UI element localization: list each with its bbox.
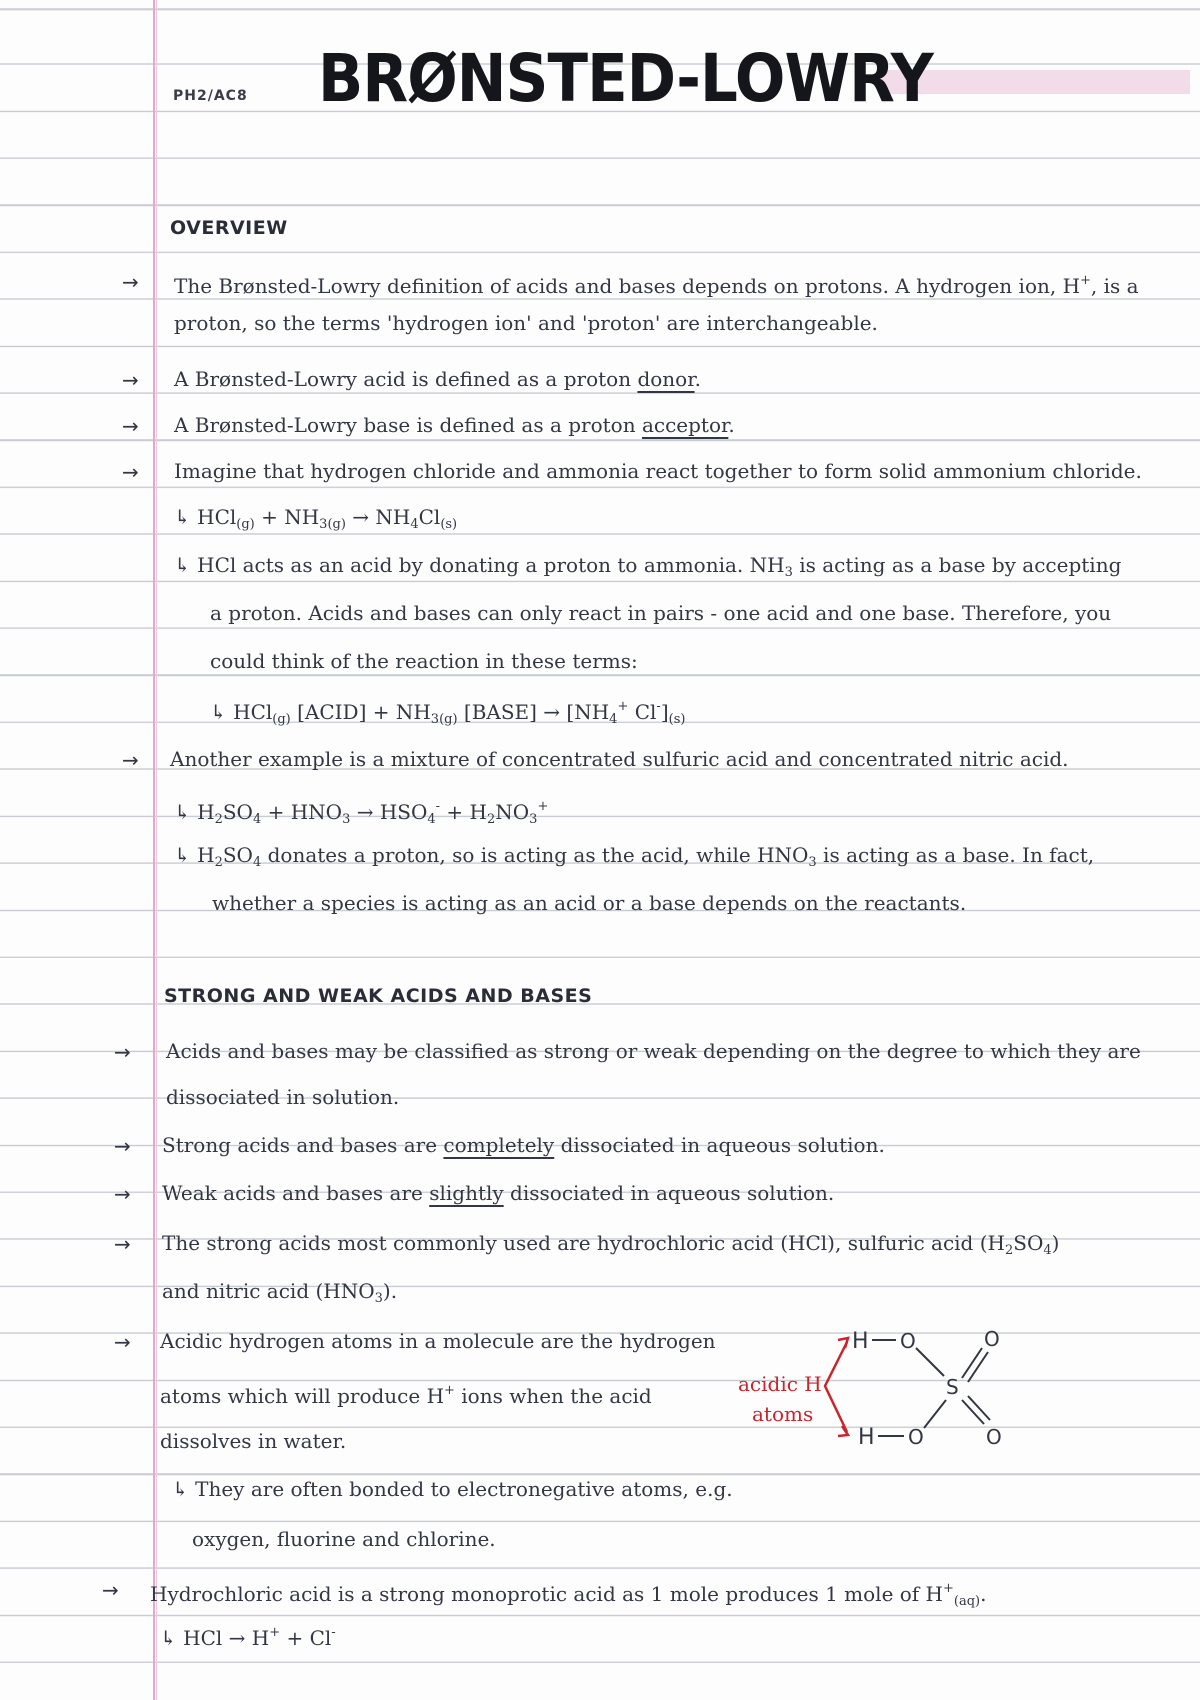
page-code: PH2/AC8 <box>173 88 248 104</box>
atom-o-double-top: O <box>984 1327 1000 1351</box>
sw-line-12: Hydrochloric acid is a strong monoprotic acid as 1 mole produces 1 mole of $H^+_{(aq)}$. <box>150 1581 987 1609</box>
acidic-h-arrows <box>825 1342 847 1432</box>
sw-line-6: and nitric acid $(HNO_3)$. <box>162 1279 398 1306</box>
sw-line-7: Acidic hydrogen atoms in a molecule are the hydrogen <box>160 1329 716 1353</box>
sub-arrow-icon: ↳ <box>174 505 191 529</box>
arrowhead-icon <box>838 1426 848 1436</box>
atoms-label: atoms <box>752 1402 814 1426</box>
arrow-icon: → <box>122 414 139 438</box>
arrow-icon: → <box>122 460 139 484</box>
equation-3: ↳ $H_2SO_4 + HNO_3 \to HSO_4^- + H_2NO_3^+$ <box>174 799 549 827</box>
sw-line-1: Acids and bases may be classified as strong or weak depending on the degree to which they are <box>166 1039 1141 1063</box>
sub-arrow-icon: ↳ <box>172 1477 189 1501</box>
arrow-icon: → <box>114 1182 131 1206</box>
atom-o-bottom: O <box>908 1425 924 1449</box>
page-title: BRØNSTED-LOWRY <box>318 40 933 117</box>
overview-line-1: The Brønsted-Lowry definition of acids and bases depends on protons. A hydrogen ion, H+, is a <box>174 273 1139 298</box>
arrow-icon: → <box>122 748 139 772</box>
sub-arrow-icon: ↳ <box>174 553 191 577</box>
atom-s: S <box>946 1375 959 1399</box>
overview-line-3: A Brønsted-Lowry acid is defined as a proton donor. <box>174 367 701 391</box>
overview-line-4: A Brønsted-Lowry base is defined as a proton acceptor. <box>174 413 735 437</box>
sub-arrow-icon: ↳ <box>210 700 227 724</box>
sw-line-5: The strong acids most commonly used are hydrochloric acid (HCl), sulfuric acid $(H_2SO_4)$ <box>162 1231 1060 1258</box>
arrow-icon: → <box>122 270 139 294</box>
margin-line <box>153 0 155 1700</box>
sw-line-10: ↳ They are often bonded to electronegative atoms, e.g. <box>172 1477 733 1501</box>
atom-o-double-bottom: O <box>986 1425 1002 1449</box>
overview-line-6: ↳ HCl acts as an acid by donating a proton to ammonia. $NH_3$ is acting as a base by accepting <box>174 553 1122 580</box>
sw-line-4: Weak acids and bases are slightly dissociated in aqueous solution. <box>162 1181 835 1205</box>
arrow-icon: → <box>114 1134 131 1158</box>
overview-line-8: could think of the reaction in these terms: <box>210 649 638 673</box>
equation-2: ↳ HCl$_{(g)}$ [ACID] + $NH_{3(g)}$ [BASE] → [$NH_4^+$ $Cl^-]_{(s)}$ <box>210 699 686 727</box>
sw-line-8: atoms which will produce H+ ions when the acid <box>160 1383 652 1408</box>
atom-o-top: O <box>900 1329 916 1353</box>
sub-arrow-icon: ↳ <box>160 1626 177 1650</box>
sulfuric-acid-structure <box>730 1320 1100 1470</box>
arrow-icon: → <box>114 1040 131 1064</box>
arrowhead-icon <box>838 1338 848 1348</box>
sw-line-9: dissolves in water. <box>160 1429 347 1453</box>
overview-line-5: Imagine that hydrogen chloride and ammonia react together to form solid ammonium chloride. <box>174 459 1142 483</box>
equation-4: ↳ HCl → H+ + Cl- <box>160 1625 336 1650</box>
overview-line-7: a proton. Acids and bases can only react in pairs - one acid and one base. Therefore, you <box>210 601 1112 625</box>
overview-line-10: ↳ $H_2SO_4$ donates a proton, so is acting as the acid, while $HNO_3$ is acting as a base. In fact, <box>174 843 1095 870</box>
sub-arrow-icon: ↳ <box>174 843 191 867</box>
sw-line-2: dissociated in solution. <box>166 1085 400 1109</box>
overview-heading: OVERVIEW <box>170 217 288 239</box>
overview-line-2: proton, so the terms 'hydrogen ion' and 'proton' are interchangeable. <box>174 311 878 335</box>
overview-line-9: Another example is a mixture of concentrated sulfuric acid and concentrated nitric acid. <box>170 747 1069 771</box>
arrow-icon: → <box>102 1578 119 1602</box>
equation-1: ↳ $HCl_{(g)} + NH_{3(g)} \to NH_4Cl_{(s)}$ <box>174 505 458 532</box>
atom-h-top: H <box>852 1329 869 1354</box>
strong-weak-heading: STRONG AND WEAK ACIDS AND BASES <box>164 985 593 1007</box>
arrow-icon: → <box>114 1330 131 1354</box>
arrow-icon: → <box>122 368 139 392</box>
sub-arrow-icon: ↳ <box>174 800 191 824</box>
sw-line-11: oxygen, fluorine and chlorine. <box>192 1527 496 1551</box>
sw-line-3: Strong acids and bases are completely dissociated in aqueous solution. <box>162 1133 885 1157</box>
arrow-icon: → <box>114 1232 131 1256</box>
acidic-h-label: acidic H <box>738 1372 822 1396</box>
atom-h-bottom: H <box>858 1425 875 1450</box>
margin-line-secondary <box>156 0 157 1700</box>
overview-line-11: whether a species is acting as an acid or a base depends on the reactants. <box>212 891 967 915</box>
